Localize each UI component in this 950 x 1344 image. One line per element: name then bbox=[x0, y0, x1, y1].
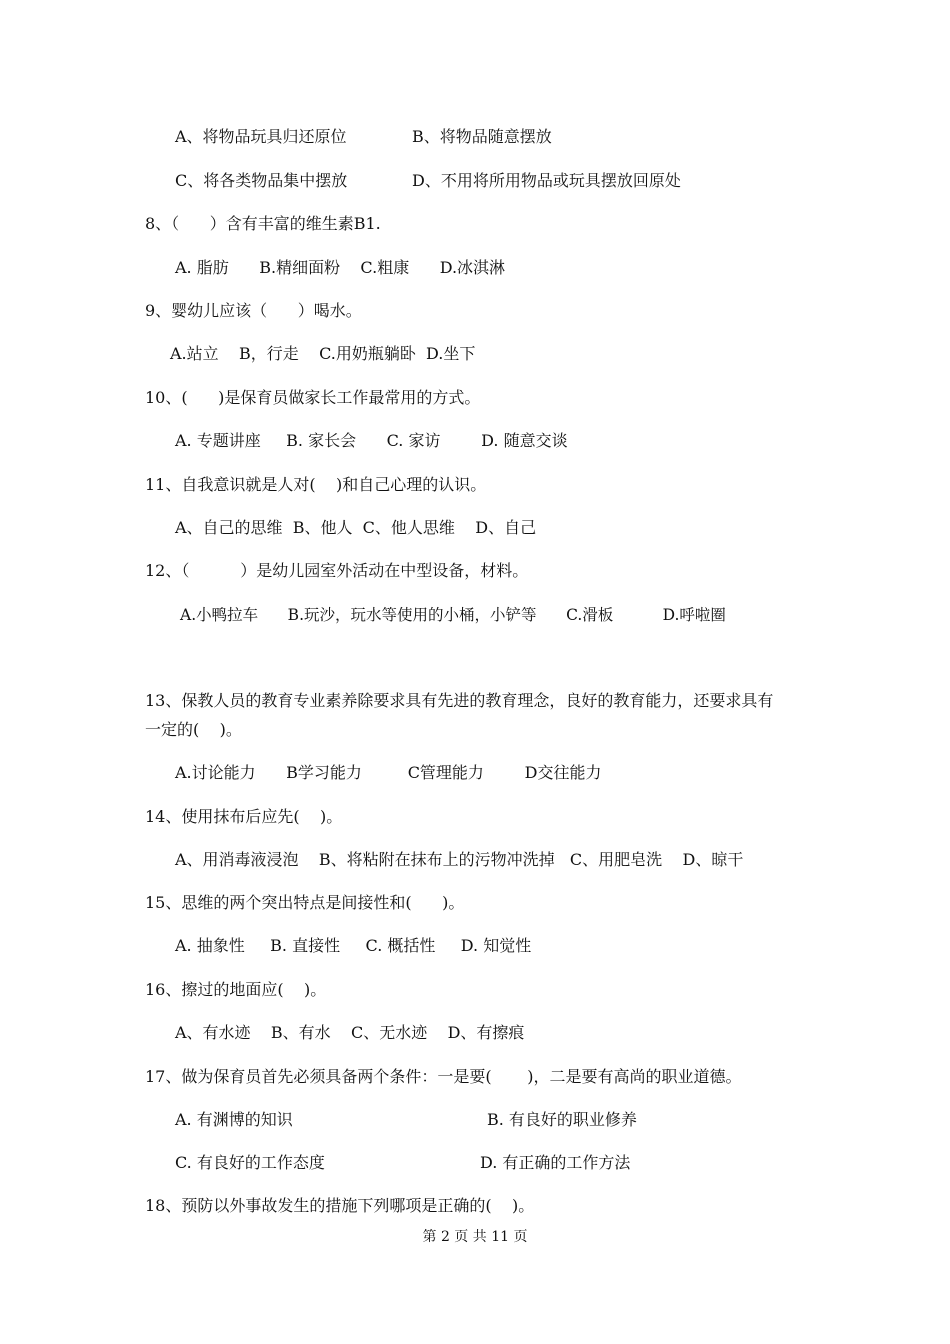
q18-stem: 18、预防以外事故发生的措施下列哪项是正确的( )。 bbox=[145, 1196, 535, 1215]
q10-stem: 10、( )是保育员做家长工作最常用的方式。 bbox=[145, 388, 481, 407]
q8-options: A. 脂肪 B.精细面粉 C.粗康 D.冰淇淋 bbox=[175, 258, 506, 277]
q17-option-c: C. 有良好的工作态度 bbox=[175, 1153, 325, 1172]
q16-options: A、有水迹 B、有水 C、无水迹 D、有擦痕 bbox=[175, 1023, 525, 1042]
q15-options: A. 抽象性 B. 直接性 C. 概括性 D. 知觉性 bbox=[175, 936, 532, 955]
q17-stem: 17、做为保育员首先必须具备两个条件：一是要( )，二是要有高尚的职业道德。 bbox=[145, 1067, 742, 1086]
q13-stem-line1: 13、保教人员的教育专业素养除要求具有先进的教育理念，良好的教育能力，还要求具有 bbox=[145, 691, 774, 710]
q12-stem: 12、（ ）是幼儿园室外活动在中型设备，材料。 bbox=[145, 561, 529, 580]
q14-stem: 14、使用抹布后应先( )。 bbox=[145, 807, 343, 826]
q9-options: A.站立 B，行走 C.用奶瓶躺卧 D.坐下 bbox=[170, 344, 476, 363]
q7-option-c: C、将各类物品集中摆放 bbox=[175, 171, 348, 190]
q17-option-d: D. 有正确的工作方法 bbox=[480, 1153, 631, 1172]
q13-options: A.讨论能力 B学习能力 C管理能力 D交往能力 bbox=[175, 763, 602, 782]
q7-option-b: B、将物品随意摆放 bbox=[412, 127, 552, 146]
q9-stem: 9、婴幼儿应该（ ）喝水。 bbox=[145, 301, 362, 320]
q8-stem: 8、（ ）含有丰富的维生素B1. bbox=[145, 214, 381, 233]
q7-option-d: D、不用将所用物品或玩具摆放回原处 bbox=[412, 171, 681, 190]
q17-option-b: B. 有良好的职业修养 bbox=[487, 1110, 637, 1129]
q12-options: A.小鸭拉车 B.玩沙，玩水等使用的小桶，小铲等 C.滑板 D.呼啦圈 bbox=[180, 606, 726, 624]
q16-stem: 16、擦过的地面应( )。 bbox=[145, 980, 327, 999]
page-footer: 第 2 页 共 11 页 bbox=[422, 1229, 528, 1245]
q13-stem-line2: 一定的( )。 bbox=[145, 720, 242, 739]
q17-option-a: A. 有渊博的知识 bbox=[175, 1110, 293, 1129]
q14-options: A、用消毒液浸泡 B、将粘附在抹布上的污物冲洗掉 C、用肥皂洗 D、晾干 bbox=[175, 850, 744, 869]
q15-stem: 15、思维的两个突出特点是间接性和( )。 bbox=[145, 893, 465, 912]
q11-stem: 11、自我意识就是人对( )和自己心理的认识。 bbox=[145, 475, 487, 494]
q11-options: A、自己的思维 B、他人 C、他人思维 D、自己 bbox=[175, 518, 537, 537]
q7-option-a: A、将物品玩具归还原位 bbox=[175, 127, 347, 146]
q10-options: A. 专题讲座 B. 家长会 C. 家访 D. 随意交谈 bbox=[175, 431, 568, 450]
